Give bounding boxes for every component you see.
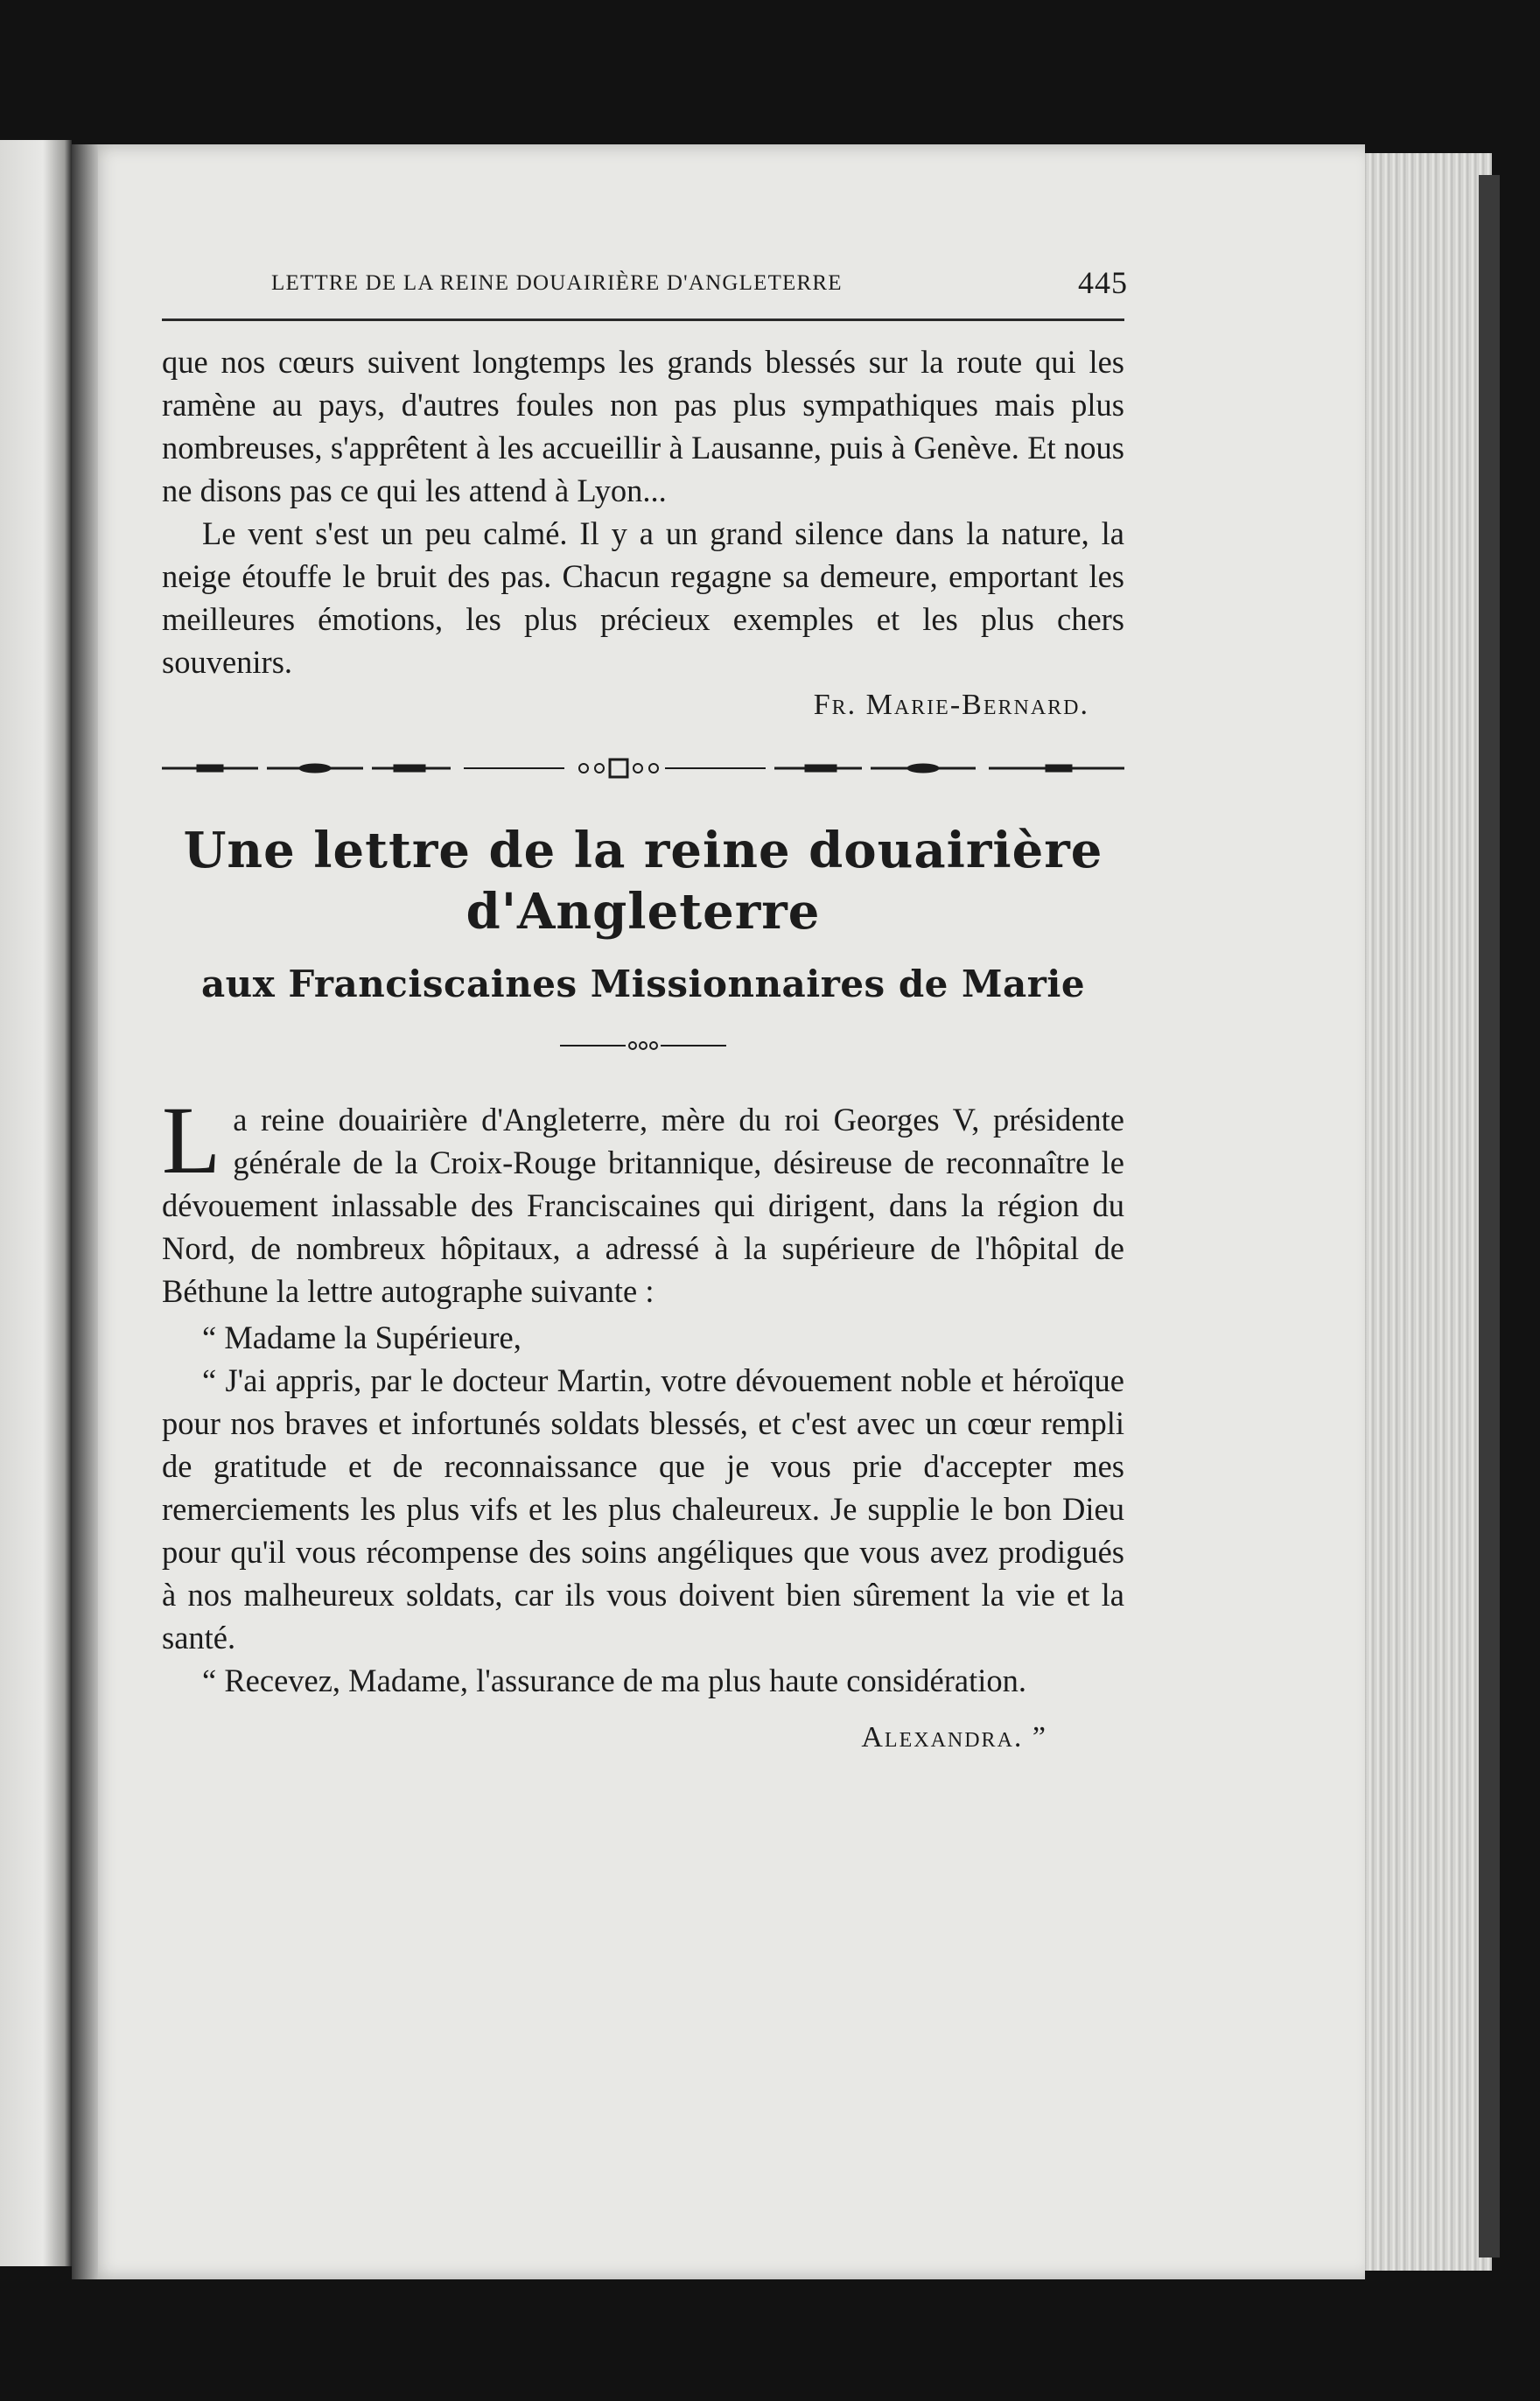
letter-salutation: “ Madame la Supérieure, bbox=[202, 1320, 522, 1355]
drop-cap: L bbox=[162, 1087, 221, 1194]
running-title: LETTRE DE LA REINE DOUAIRIÈRE D'ANGLETERRE bbox=[271, 271, 843, 295]
page-content bbox=[162, 262, 1128, 1754]
page-stack-edge bbox=[1352, 153, 1492, 2271]
running-head bbox=[162, 262, 1128, 312]
article-intro-text: a reine douairière d'Angleterre, mère du roi Georges V, présidente générale de la Croix-Rouge britannique, désireuse de reconnaître le dévouement inlassable des Franciscaines qui dirigent, dans la région du Nord, de nombreux hôpitaux, a adressé à la supérieure de l'hôpital de Béthune la lettre autographe suivante : bbox=[162, 1102, 1124, 1309]
article-subtitle: aux Franciscaines Missionnaires de Marie bbox=[200, 962, 1086, 1005]
paragraph: Le vent s'est un peu calmé. Il y a un grand silence dans la nature, la neige étouffe le bruit des pas. Chacun regagne sa demeure, emportant les meilleures émotions, les plus précieux exemples et les plus chers souvenirs. bbox=[162, 515, 1124, 680]
header-rule bbox=[162, 318, 1124, 321]
letter-signature: Alexandra. ” bbox=[861, 1721, 1047, 1754]
letter-closing: “ Recevez, Madame, l'assurance de ma plus haute considération. bbox=[202, 1662, 1027, 1698]
article-intro bbox=[162, 1087, 1124, 1312]
article-title: Une lettre de la reine douairière d'Angleterre bbox=[183, 822, 1103, 941]
page-number: 445 bbox=[1078, 265, 1128, 300]
small-ornament bbox=[560, 1037, 726, 1054]
ornamental-divider bbox=[162, 755, 1124, 781]
book-cover-edge bbox=[1479, 175, 1500, 2258]
author-signature: Fr. Marie-Bernard. bbox=[813, 689, 1089, 721]
letter-body: “ J'ai appris, par le docteur Martin, votre dévouement noble et héroïque pour nos braves et infortunés soldats blessés, et c'est avec un cœur rempli de gratitude et de reconnaissance que je vous prie d'accepter mes remerciements les plus vifs et les plus chaleureux. Je supplie le bon Dieu pour qu'il vous récompense des soins angéliques que vous avez prodigués à nos malheureux soldats, car ils vous doivent bien sûrement la vie et la santé. bbox=[162, 1362, 1124, 1656]
gutter-shadow bbox=[72, 144, 98, 2279]
paragraph-continued: que nos cœurs suivent longtemps les grands blessés sur la route qui les ramène au pays, d'autres foules non pas plus sympathiques mais plus nombreuses, s'apprêtent à les accueillir à Lausanne, puis à Genève. Et nous ne disons pas ce qui les attend à Lyon... bbox=[162, 344, 1124, 508]
left-page-edge bbox=[0, 140, 72, 2266]
